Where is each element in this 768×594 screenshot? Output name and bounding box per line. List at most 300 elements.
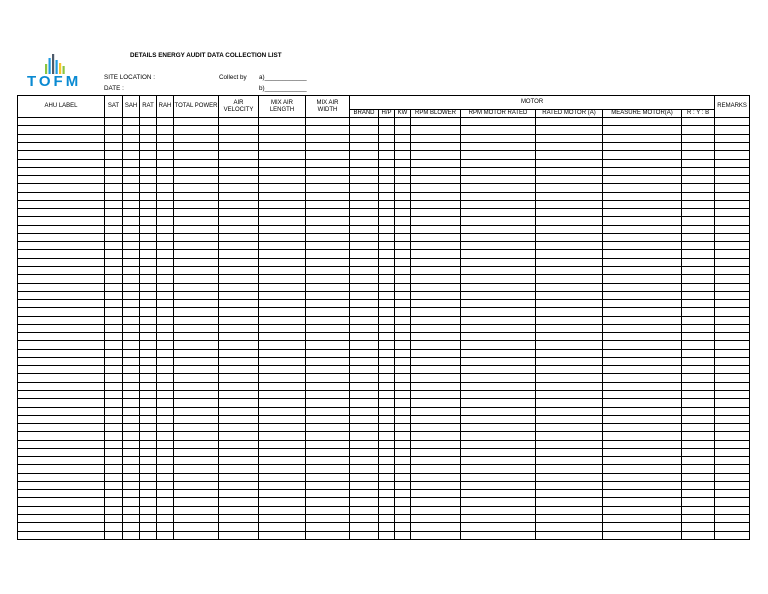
table-cell[interactable] (140, 415, 157, 423)
table-cell[interactable] (259, 341, 306, 349)
table-cell[interactable] (18, 514, 105, 522)
table-cell[interactable] (105, 308, 123, 316)
table-cell[interactable] (379, 390, 395, 398)
table-cell[interactable] (350, 200, 379, 208)
table-cell[interactable] (157, 399, 174, 407)
table-cell[interactable] (395, 192, 411, 200)
table-cell[interactable] (682, 143, 715, 151)
table-cell[interactable] (123, 200, 140, 208)
table-cell[interactable] (350, 333, 379, 341)
table-cell[interactable] (603, 167, 682, 175)
table-cell[interactable] (105, 159, 123, 167)
table-cell[interactable] (715, 531, 750, 540)
table-cell[interactable] (411, 143, 461, 151)
table-cell[interactable] (536, 126, 603, 134)
table-cell[interactable] (461, 407, 536, 415)
table-cell[interactable] (18, 481, 105, 489)
table-cell[interactable] (682, 275, 715, 283)
table-cell[interactable] (219, 374, 259, 382)
table-cell[interactable] (157, 341, 174, 349)
table-cell[interactable] (461, 448, 536, 456)
table-cell[interactable] (157, 324, 174, 332)
table-cell[interactable] (461, 159, 536, 167)
table-cell[interactable] (461, 390, 536, 398)
table-cell[interactable] (379, 250, 395, 258)
table-cell[interactable] (219, 134, 259, 142)
table-cell[interactable] (259, 118, 306, 126)
table-cell[interactable] (157, 366, 174, 374)
table-cell[interactable] (306, 324, 350, 332)
table-cell[interactable] (123, 366, 140, 374)
table-cell[interactable] (395, 440, 411, 448)
table-cell[interactable] (174, 275, 219, 283)
table-cell[interactable] (105, 457, 123, 465)
table-cell[interactable] (715, 357, 750, 365)
table-cell[interactable] (219, 514, 259, 522)
table-cell[interactable] (174, 176, 219, 184)
table-cell[interactable] (379, 341, 395, 349)
table-cell[interactable] (603, 250, 682, 258)
table-cell[interactable] (259, 324, 306, 332)
table-cell[interactable] (140, 349, 157, 357)
table-cell[interactable] (350, 473, 379, 481)
table-cell[interactable] (219, 424, 259, 432)
table-cell[interactable] (174, 283, 219, 291)
table-cell[interactable] (350, 209, 379, 217)
table-cell[interactable] (603, 341, 682, 349)
table-cell[interactable] (536, 349, 603, 357)
table-cell[interactable] (219, 209, 259, 217)
table-cell[interactable] (715, 275, 750, 283)
table-cell[interactable] (395, 118, 411, 126)
table-cell[interactable] (461, 341, 536, 349)
table-cell[interactable] (259, 126, 306, 134)
table-cell[interactable] (461, 233, 536, 241)
table-cell[interactable] (461, 366, 536, 374)
table-cell[interactable] (140, 481, 157, 489)
table-cell[interactable] (536, 481, 603, 489)
table-cell[interactable] (18, 267, 105, 275)
table-cell[interactable] (682, 382, 715, 390)
table-cell[interactable] (379, 531, 395, 540)
table-cell[interactable] (395, 209, 411, 217)
table-cell[interactable] (461, 200, 536, 208)
table-cell[interactable] (536, 357, 603, 365)
table-cell[interactable] (105, 498, 123, 506)
table-cell[interactable] (379, 291, 395, 299)
table-cell[interactable] (715, 200, 750, 208)
table-cell[interactable] (411, 333, 461, 341)
table-cell[interactable] (411, 481, 461, 489)
table-cell[interactable] (18, 258, 105, 266)
table-cell[interactable] (350, 374, 379, 382)
table-cell[interactable] (174, 333, 219, 341)
table-cell[interactable] (174, 308, 219, 316)
table-cell[interactable] (411, 407, 461, 415)
table-cell[interactable] (411, 159, 461, 167)
table-cell[interactable] (123, 432, 140, 440)
table-cell[interactable] (140, 192, 157, 200)
table-cell[interactable] (123, 498, 140, 506)
table-cell[interactable] (411, 300, 461, 308)
table-cell[interactable] (259, 490, 306, 498)
table-cell[interactable] (461, 490, 536, 498)
table-cell[interactable] (715, 465, 750, 473)
table-cell[interactable] (18, 407, 105, 415)
table-cell[interactable] (140, 399, 157, 407)
table-cell[interactable] (259, 225, 306, 233)
table-cell[interactable] (461, 291, 536, 299)
table-cell[interactable] (603, 258, 682, 266)
table-cell[interactable] (395, 424, 411, 432)
table-cell[interactable] (140, 283, 157, 291)
table-cell[interactable] (105, 143, 123, 151)
table-cell[interactable] (715, 308, 750, 316)
table-cell[interactable] (219, 300, 259, 308)
table-cell[interactable] (18, 506, 105, 514)
table-cell[interactable] (157, 217, 174, 225)
table-cell[interactable] (123, 159, 140, 167)
table-cell[interactable] (18, 440, 105, 448)
table-cell[interactable] (395, 300, 411, 308)
table-cell[interactable] (411, 341, 461, 349)
table-cell[interactable] (682, 267, 715, 275)
table-cell[interactable] (379, 432, 395, 440)
table-cell[interactable] (18, 192, 105, 200)
table-cell[interactable] (306, 258, 350, 266)
table-cell[interactable] (379, 242, 395, 250)
table-cell[interactable] (18, 316, 105, 324)
table-cell[interactable] (123, 357, 140, 365)
table-cell[interactable] (395, 498, 411, 506)
table-cell[interactable] (306, 167, 350, 175)
table-cell[interactable] (105, 399, 123, 407)
table-cell[interactable] (219, 167, 259, 175)
table-cell[interactable] (461, 399, 536, 407)
table-cell[interactable] (603, 506, 682, 514)
table-cell[interactable] (174, 399, 219, 407)
table-cell[interactable] (105, 300, 123, 308)
table-cell[interactable] (105, 275, 123, 283)
table-cell[interactable] (350, 225, 379, 233)
table-cell[interactable] (219, 390, 259, 398)
table-cell[interactable] (140, 316, 157, 324)
table-cell[interactable] (715, 514, 750, 522)
table-cell[interactable] (157, 498, 174, 506)
table-cell[interactable] (715, 440, 750, 448)
table-cell[interactable] (350, 490, 379, 498)
table-cell[interactable] (682, 415, 715, 423)
table-cell[interactable] (715, 134, 750, 142)
table-cell[interactable] (411, 233, 461, 241)
table-cell[interactable] (306, 217, 350, 225)
table-cell[interactable] (350, 143, 379, 151)
table-cell[interactable] (157, 531, 174, 540)
table-cell[interactable] (174, 514, 219, 522)
table-cell[interactable] (123, 349, 140, 357)
table-cell[interactable] (174, 374, 219, 382)
table-cell[interactable] (140, 390, 157, 398)
table-cell[interactable] (219, 217, 259, 225)
table-cell[interactable] (157, 349, 174, 357)
table-cell[interactable] (157, 374, 174, 382)
table-cell[interactable] (461, 209, 536, 217)
table-cell[interactable] (682, 341, 715, 349)
table-cell[interactable] (682, 192, 715, 200)
table-cell[interactable] (379, 275, 395, 283)
table-cell[interactable] (379, 233, 395, 241)
table-cell[interactable] (174, 126, 219, 134)
table-cell[interactable] (603, 267, 682, 275)
table-cell[interactable] (715, 382, 750, 390)
table-cell[interactable] (174, 225, 219, 233)
table-cell[interactable] (105, 283, 123, 291)
table-cell[interactable] (350, 523, 379, 531)
table-cell[interactable] (105, 357, 123, 365)
table-cell[interactable] (411, 176, 461, 184)
table-cell[interactable] (140, 357, 157, 365)
table-cell[interactable] (105, 349, 123, 357)
table-cell[interactable] (536, 225, 603, 233)
table-cell[interactable] (379, 176, 395, 184)
table-cell[interactable] (715, 366, 750, 374)
table-cell[interactable] (350, 498, 379, 506)
table-cell[interactable] (157, 283, 174, 291)
table-cell[interactable] (715, 349, 750, 357)
table-cell[interactable] (536, 250, 603, 258)
table-cell[interactable] (123, 291, 140, 299)
table-cell[interactable] (219, 233, 259, 241)
table-cell[interactable] (411, 382, 461, 390)
table-cell[interactable] (306, 184, 350, 192)
table-cell[interactable] (157, 523, 174, 531)
table-cell[interactable] (536, 333, 603, 341)
table-cell[interactable] (350, 233, 379, 241)
table-cell[interactable] (682, 457, 715, 465)
table-cell[interactable] (140, 242, 157, 250)
table-cell[interactable] (306, 250, 350, 258)
table-cell[interactable] (603, 242, 682, 250)
table-cell[interactable] (715, 374, 750, 382)
table-cell[interactable] (536, 291, 603, 299)
table-cell[interactable] (259, 217, 306, 225)
table-cell[interactable] (259, 143, 306, 151)
table-cell[interactable] (219, 415, 259, 423)
table-cell[interactable] (603, 432, 682, 440)
table-cell[interactable] (259, 283, 306, 291)
table-cell[interactable] (140, 382, 157, 390)
table-cell[interactable] (219, 192, 259, 200)
table-cell[interactable] (157, 225, 174, 233)
table-cell[interactable] (461, 432, 536, 440)
table-cell[interactable] (174, 432, 219, 440)
table-cell[interactable] (536, 308, 603, 316)
table-cell[interactable] (157, 151, 174, 159)
table-cell[interactable] (603, 490, 682, 498)
table-cell[interactable] (411, 209, 461, 217)
table-cell[interactable] (379, 374, 395, 382)
table-cell[interactable] (350, 159, 379, 167)
table-cell[interactable] (350, 514, 379, 522)
table-cell[interactable] (379, 407, 395, 415)
table-cell[interactable] (174, 300, 219, 308)
table-cell[interactable] (682, 324, 715, 332)
table-cell[interactable] (306, 514, 350, 522)
table-cell[interactable] (682, 465, 715, 473)
table-cell[interactable] (682, 250, 715, 258)
table-cell[interactable] (715, 448, 750, 456)
table-cell[interactable] (174, 481, 219, 489)
table-cell[interactable] (536, 407, 603, 415)
table-cell[interactable] (157, 407, 174, 415)
table-cell[interactable] (157, 448, 174, 456)
table-cell[interactable] (219, 275, 259, 283)
table-cell[interactable] (350, 167, 379, 175)
table-cell[interactable] (715, 506, 750, 514)
table-cell[interactable] (536, 242, 603, 250)
table-cell[interactable] (395, 258, 411, 266)
table-cell[interactable] (350, 242, 379, 250)
table-cell[interactable] (603, 457, 682, 465)
table-cell[interactable] (350, 275, 379, 283)
table-cell[interactable] (219, 126, 259, 134)
table-cell[interactable] (603, 382, 682, 390)
table-cell[interactable] (140, 531, 157, 540)
table-cell[interactable] (461, 225, 536, 233)
table-cell[interactable] (219, 498, 259, 506)
table-cell[interactable] (105, 267, 123, 275)
table-cell[interactable] (411, 283, 461, 291)
table-cell[interactable] (379, 506, 395, 514)
table-cell[interactable] (411, 374, 461, 382)
table-cell[interactable] (395, 200, 411, 208)
table-cell[interactable] (395, 490, 411, 498)
table-cell[interactable] (682, 440, 715, 448)
table-cell[interactable] (379, 366, 395, 374)
table-cell[interactable] (140, 523, 157, 531)
table-cell[interactable] (259, 291, 306, 299)
table-cell[interactable] (461, 473, 536, 481)
table-cell[interactable] (219, 473, 259, 481)
table-cell[interactable] (395, 531, 411, 540)
table-cell[interactable] (105, 258, 123, 266)
table-cell[interactable] (395, 167, 411, 175)
table-cell[interactable] (140, 217, 157, 225)
table-cell[interactable] (259, 258, 306, 266)
table-cell[interactable] (140, 209, 157, 217)
table-cell[interactable] (379, 184, 395, 192)
table-cell[interactable] (536, 316, 603, 324)
table-cell[interactable] (411, 424, 461, 432)
table-cell[interactable] (603, 283, 682, 291)
table-cell[interactable] (379, 159, 395, 167)
table-cell[interactable] (715, 473, 750, 481)
table-cell[interactable] (259, 233, 306, 241)
table-cell[interactable] (461, 465, 536, 473)
table-cell[interactable] (219, 242, 259, 250)
table-cell[interactable] (123, 217, 140, 225)
table-cell[interactable] (140, 498, 157, 506)
table-cell[interactable] (157, 440, 174, 448)
table-cell[interactable] (536, 382, 603, 390)
table-cell[interactable] (536, 267, 603, 275)
table-cell[interactable] (219, 490, 259, 498)
table-cell[interactable] (411, 225, 461, 233)
table-cell[interactable] (123, 465, 140, 473)
table-cell[interactable] (105, 523, 123, 531)
table-cell[interactable] (219, 432, 259, 440)
table-cell[interactable] (140, 506, 157, 514)
table-cell[interactable] (219, 531, 259, 540)
table-cell[interactable] (18, 399, 105, 407)
table-cell[interactable] (395, 291, 411, 299)
table-cell[interactable] (219, 267, 259, 275)
table-cell[interactable] (105, 167, 123, 175)
table-cell[interactable] (461, 300, 536, 308)
table-cell[interactable] (157, 490, 174, 498)
table-cell[interactable] (259, 407, 306, 415)
table-cell[interactable] (350, 399, 379, 407)
table-cell[interactable] (18, 473, 105, 481)
table-cell[interactable] (306, 506, 350, 514)
table-cell[interactable] (350, 300, 379, 308)
table-cell[interactable] (603, 366, 682, 374)
table-cell[interactable] (140, 473, 157, 481)
table-cell[interactable] (715, 242, 750, 250)
table-cell[interactable] (219, 440, 259, 448)
table-cell[interactable] (140, 366, 157, 374)
table-cell[interactable] (395, 308, 411, 316)
table-cell[interactable] (350, 415, 379, 423)
table-cell[interactable] (461, 316, 536, 324)
table-cell[interactable] (105, 151, 123, 159)
table-cell[interactable] (715, 457, 750, 465)
table-cell[interactable] (536, 432, 603, 440)
table-cell[interactable] (411, 514, 461, 522)
table-cell[interactable] (536, 151, 603, 159)
table-cell[interactable] (411, 366, 461, 374)
table-cell[interactable] (174, 490, 219, 498)
table-cell[interactable] (259, 267, 306, 275)
table-cell[interactable] (18, 531, 105, 540)
table-cell[interactable] (379, 424, 395, 432)
table-cell[interactable] (18, 209, 105, 217)
table-cell[interactable] (105, 324, 123, 332)
table-cell[interactable] (461, 176, 536, 184)
table-cell[interactable] (105, 118, 123, 126)
table-cell[interactable] (536, 217, 603, 225)
table-cell[interactable] (379, 333, 395, 341)
table-cell[interactable] (715, 217, 750, 225)
table-cell[interactable] (306, 390, 350, 398)
table-cell[interactable] (123, 209, 140, 217)
table-cell[interactable] (306, 143, 350, 151)
table-cell[interactable] (219, 291, 259, 299)
table-cell[interactable] (395, 481, 411, 489)
table-cell[interactable] (219, 250, 259, 258)
table-cell[interactable] (140, 143, 157, 151)
table-cell[interactable] (18, 349, 105, 357)
table-cell[interactable] (105, 250, 123, 258)
table-cell[interactable] (395, 324, 411, 332)
table-cell[interactable] (395, 374, 411, 382)
table-cell[interactable] (259, 514, 306, 522)
table-cell[interactable] (259, 432, 306, 440)
table-cell[interactable] (18, 242, 105, 250)
table-cell[interactable] (350, 250, 379, 258)
table-cell[interactable] (18, 184, 105, 192)
table-cell[interactable] (682, 134, 715, 142)
